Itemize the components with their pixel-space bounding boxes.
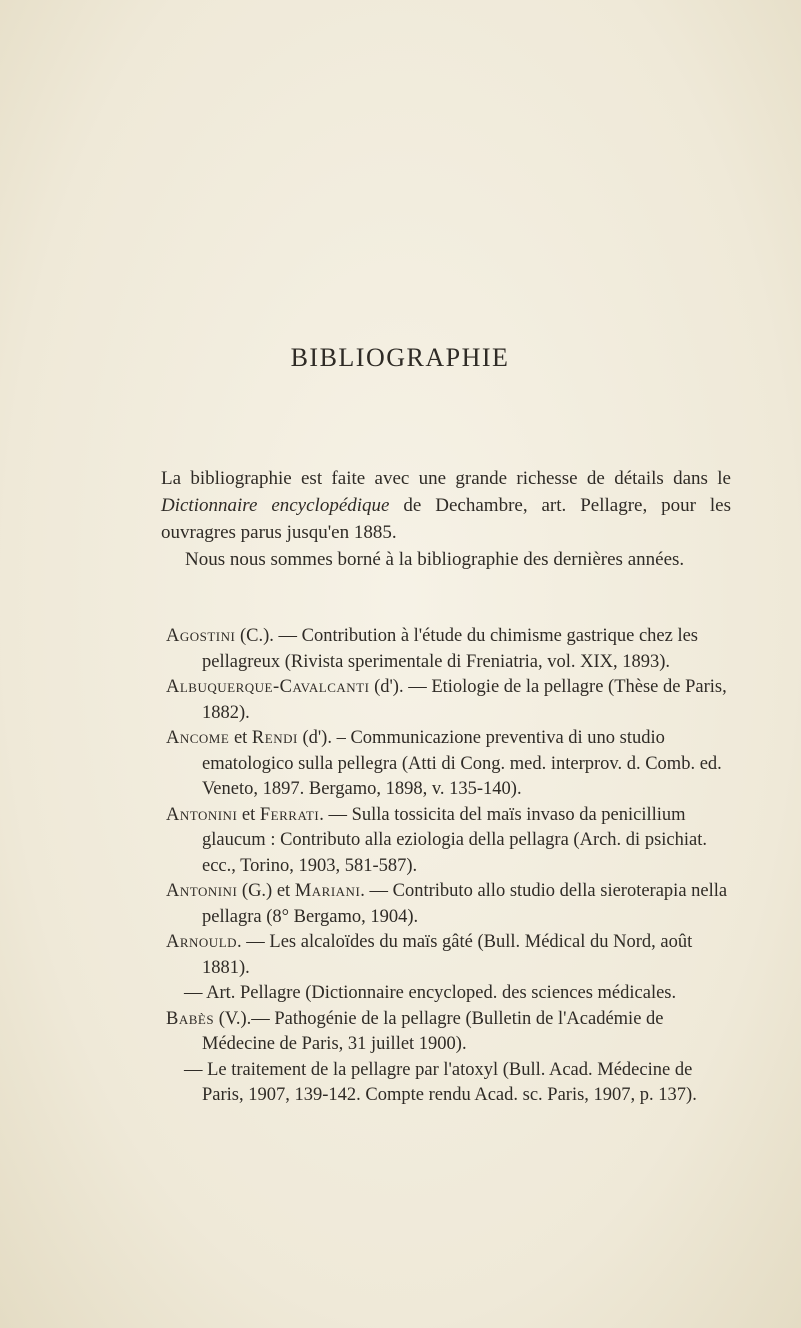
bibliography-entry [166, 930, 731, 981]
intro-text-part: de Dechambre, art. Pellagre, pour les ouvragres parus jusqu'en 1885. [161, 495, 731, 543]
intro-text-part: La bibliographie est faite avec une grande richesse de détails dans le [161, 468, 731, 489]
entry-author: Albuquerque-Cavalcanti [166, 677, 370, 697]
entry-text: (d'). — Etiologie de la pellagre (Thèse de Paris, 1882). [202, 677, 727, 723]
bibliography-entry [166, 675, 731, 726]
entry-author: Ferrati [259, 804, 320, 825]
bibliography-entry [166, 803, 731, 880]
entry-text: (V.).— Pathogénie de la pellagre (Bulletin de l'Académie de Médecine de Paris, 31 juillet 1900). [202, 1008, 664, 1054]
bibliography-entry [166, 1007, 731, 1058]
entry-text: . — Les alcaloïdes du maïs gâté (Bull. Médical du Nord, août 1881). [202, 932, 693, 978]
entry-text: . — Contributo allo studio della sieroterapia nella pellagra (8° Bergamo, 1904). [202, 881, 728, 927]
entry-author: Babès [166, 1008, 215, 1029]
intro-text [161, 465, 731, 573]
bibliography-entry [166, 1058, 731, 1109]
bibliography-entry [166, 981, 731, 1007]
bibliography-entry [166, 879, 731, 930]
entry-author: Antonini [166, 881, 238, 901]
entry-author: Ancome [166, 728, 230, 748]
entry-text: et [229, 728, 252, 748]
intro-paragraph: Nous nous sommes borné à la bibliographie des dernières années. [185, 549, 685, 570]
entry-author: Mariani [294, 881, 361, 901]
entry-author: Antonini [166, 804, 238, 825]
intro-paragraph [161, 465, 731, 546]
entry-text: . — Sulla tossicita del maïs invaso da penicillium glaucum : Contributo alla eziologia della pellagra (Arch. di psichiat. ecc., Torino, 1903, 581-587). [202, 804, 707, 876]
entry-author: Agostini [166, 626, 236, 646]
entry-author: Arnould [166, 932, 238, 952]
entry-text: — Le traitement de la pellagre par l'atoxyl (Bull. Acad. Médecine de Paris, 1907, 139-142. Compte rendu Acad. sc. Paris, 1907, p. 137). [184, 1059, 697, 1105]
entry-author: Rendi [251, 728, 298, 748]
bibliography-entry [166, 726, 731, 803]
entry-text: (C.). — Contribution à l'étude du chimisme gastrique chez les pellagreux (Rivista sperimentale di Freniatria, vol. XIX, 1893). [202, 626, 699, 672]
entry-text: (d'). – Communicazione preventiva di uno studio ematologico sulla pellegra (Atti di Cong. med. interprov. d. Comb. ed. Veneto, 1897. Bergamo, 1898, v. 135-140). [202, 728, 722, 799]
page-title: BIBLIOGRAPHIE [290, 343, 510, 372]
entry-text: et [237, 804, 260, 825]
intro-italic-title: Dictionnaire encyclopédique [161, 495, 390, 516]
entry-text: — Art. Pellagre (Dictionnaire encycloped. des sciences médicales. [184, 983, 677, 1003]
bibliography-list [166, 624, 731, 1109]
entry-text: (G.) et [237, 881, 295, 901]
bibliography-entry [166, 624, 731, 675]
